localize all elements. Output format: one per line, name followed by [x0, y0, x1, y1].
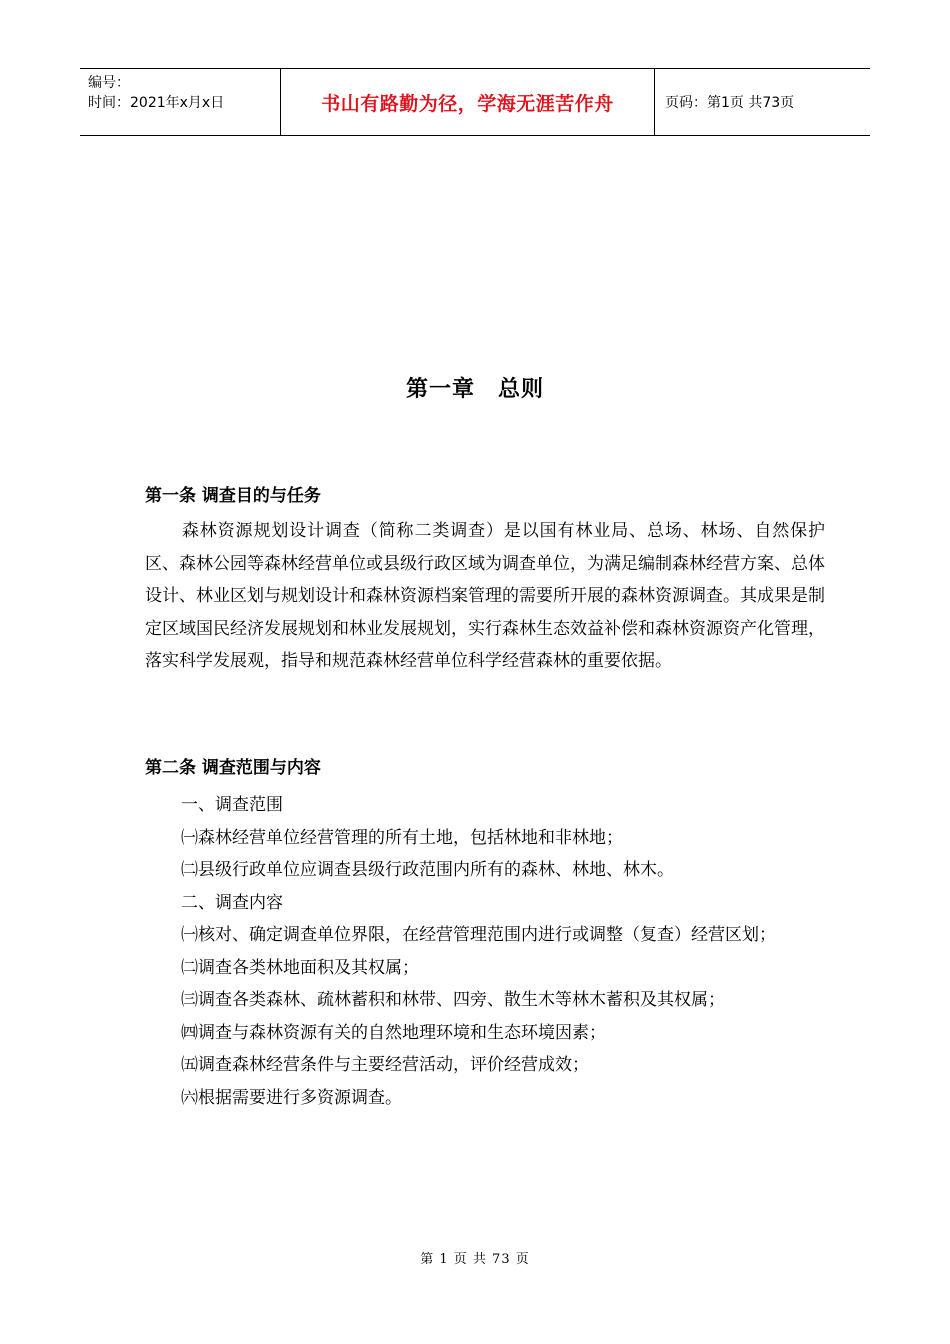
list-item: ㈣调查与森林资源有关的自然地理环境和生态环境因素；: [181, 1022, 606, 1043]
article-1-body: [145, 515, 825, 678]
list-item: ㈠森林经营单位经营管理的所有土地，包括林地和非林地；: [181, 827, 623, 848]
list-item: 二、调查内容: [181, 892, 283, 913]
list-item: ㈢调查各类森林、疏林蓄积和林带、四旁、散生木等林木蓄积及其权属；: [181, 990, 725, 1010]
header-page-cell: [655, 69, 870, 135]
article-1-heading: 第一条 调查目的与任务: [145, 486, 321, 506]
list-item: ㈥根据需要进行多资源调查。: [181, 1087, 402, 1108]
header-motto: 书山有路勤为径，学海无涯苦作舟: [321, 92, 614, 115]
header-meta-cell: [80, 69, 281, 135]
list-item: ㈤调查森林经营条件与主要经营活动，评价经营成效；: [181, 1055, 589, 1075]
header-motto-cell: [281, 69, 655, 135]
list-item: ㈠核对、确定调查单位界限，在经营管理范围内进行或调整（复查）经营区划；: [181, 925, 776, 945]
article-2-heading: 第二条 调查范围与内容: [145, 758, 321, 778]
article-2-body: [145, 789, 825, 1114]
list-item: 一、调查范围: [181, 795, 283, 815]
list-item: ㈡县级行政单位应调查县级行政范围内所有的森林、林地、林木。: [181, 860, 674, 880]
document-time-label: 时间：2021年x月x日: [88, 95, 225, 111]
list-item: ㈡调查各类林地面积及其权属；: [181, 957, 419, 978]
header-page-info: 页码：第1页 共73页: [665, 95, 795, 111]
chapter-title: 第一章 总则: [405, 377, 544, 402]
article-1-body-text: 森林资源规划设计调查（简称二类调查）是以国有林业局、总场、林场、自然保护区、森林公园等森林经营单位或县级行政区域为调查单位，为满足编制森林经营方案、总体设计、林业区划与规划设计和森林资源档案管理的需要所开展的森林资源调查。其成果是制定区域国民经济发展规划和林业发展规划，实行森林生态效益补偿和森林资源资产化管理，落实科学发展观，指导和规范森林经营单位科学经营森林的重要依据。: [145, 521, 825, 671]
page-header-table: [80, 68, 870, 136]
page-footer: 第 1 页 共 73 页: [420, 1252, 530, 1267]
document-number-label: 编号：: [88, 75, 130, 91]
